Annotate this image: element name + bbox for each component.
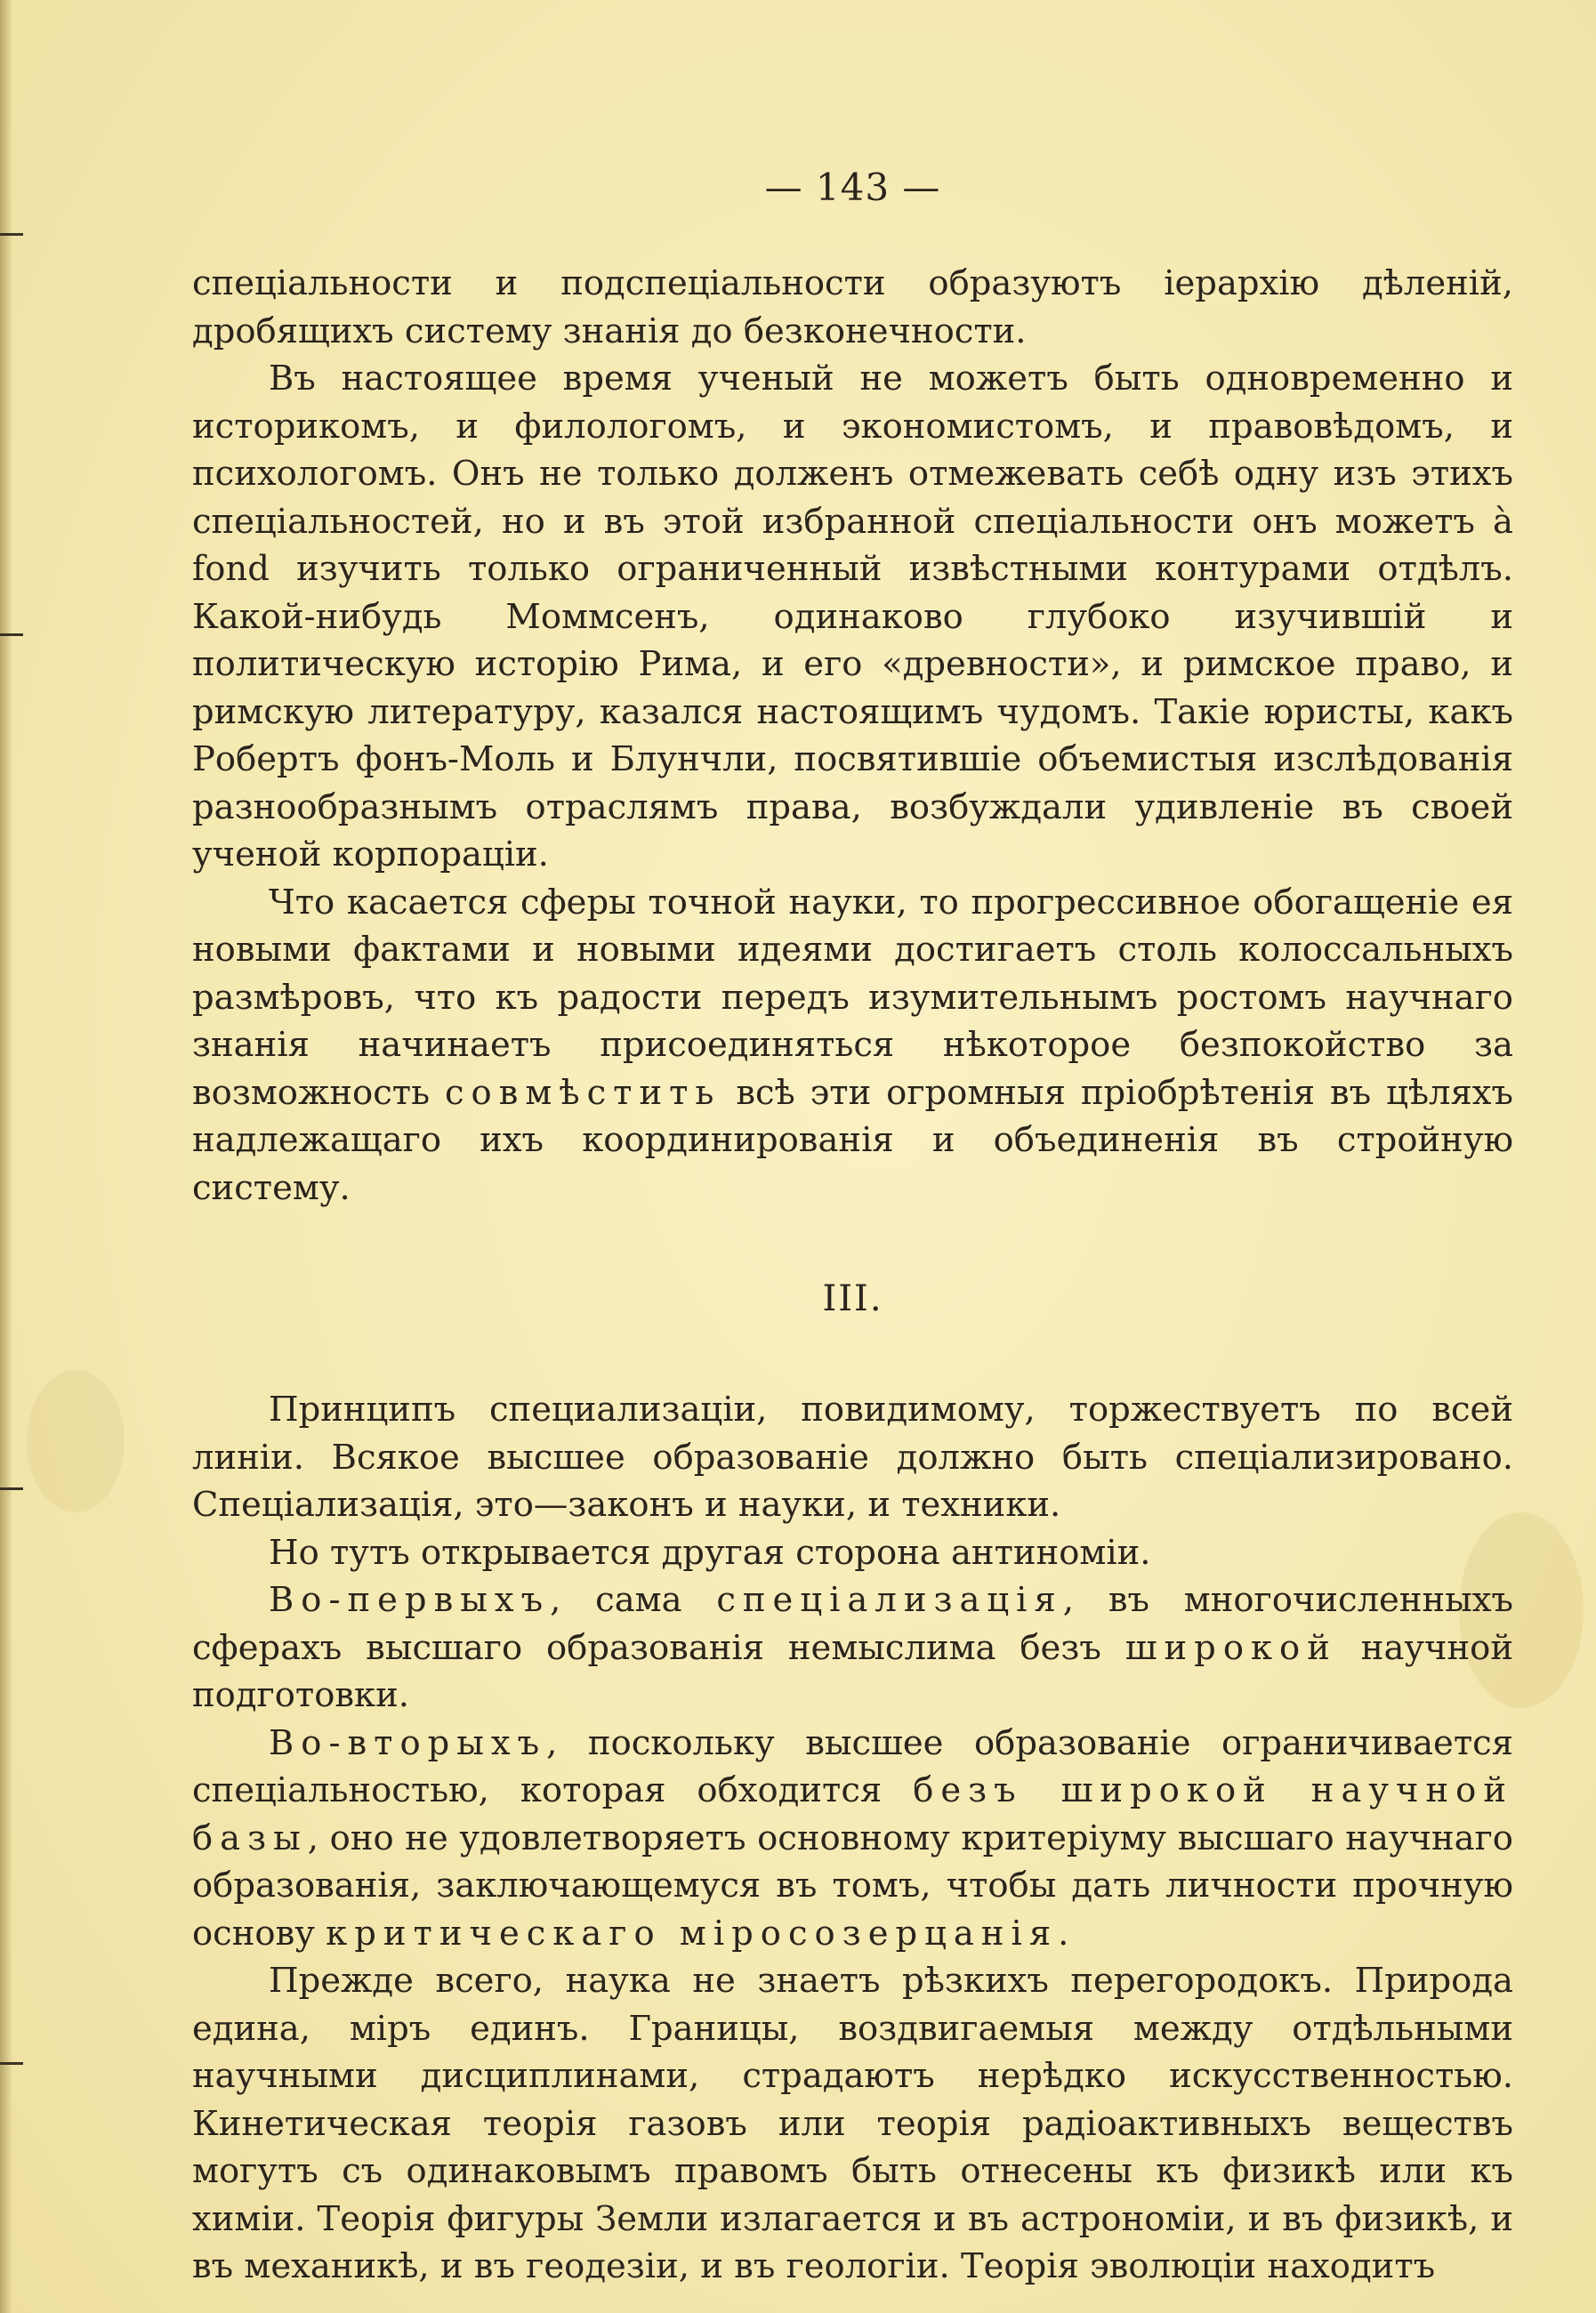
emphasized-word: широкой [1124,1627,1337,1668]
binding-mark [0,633,23,636]
page-binding-edge [0,0,12,2313]
emphasized-word: критическаго міросозерцанія [326,1913,1059,1954]
paragraph: Принципъ специализаціи, повидимому, торжествуетъ по всей линіи. Всякое высшее образованіе должно быть спеціализировано. Спеціализація, это—законъ и науки, и техники. [192,1390,1513,1525]
emphasized-word: совмѣстить [445,1072,721,1113]
page-number: — 143 — [764,165,941,209]
paragraph: Во-первыхъ, сама спеціализація, въ многочисленныхъ сферахъ высшаго образованія немыслима безъ широкой научной подготовки. [192,1580,1513,1715]
emphasized-word: Во-вторыхъ [269,1722,547,1763]
emphasized-word: Во-первыхъ [269,1580,551,1620]
emphasized-word: спеціализація [716,1580,1063,1620]
section-heading: III. [822,1278,883,1319]
text-block-2 [192,1386,1513,2291]
book-page [192,165,1514,2291]
binding-mark [0,1487,23,1490]
paragraph: Во-вторыхъ, поскольку высшее образованіе ограничивается спеціальностью, которая обходится безъ широкой научной базы, оно не удовлетворяетъ основному критеріуму высшаго научнаго образованія, заключающемуся въ томъ, чтобы дать личности прочную основу критическаго міросозерцанія. [192,1722,1514,1954]
paragraph: спеціальности и подспеціальности образуютъ іерархію дѣленій, дробящихъ систему знанія до безконечности. [192,263,1513,351]
binding-mark [0,233,23,236]
paragraph: Въ настоящее время ученый не можетъ быть одновременно и историкомъ, и филологомъ, и экономистомъ, и правовѣдомъ, и психологомъ. Онъ не только долженъ отмежевать себѣ одну изъ этихъ спеціальностей, но и въ этой избранной спеціальности онъ можетъ à fond изучить только ограниченный извѣстными контурами отдѣлъ. Какой-нибудь Моммсенъ, одинаково глубоко изучившій и политическую исторію Рима, и его «древности», и римское право, и римскую литературу, казался настоящимъ чудомъ. Такіе юристы, какъ Робертъ фонъ-Моль и Блунчли, посвятившіе объемистыя изслѣдованія разнообразнымъ отраслямъ права, возбуждали удивленіе въ своей ученой корпораціи. [192,359,1513,874]
paragraph: Что касается сферы точной науки, то прогрессивное обогащеніе ея новыми фактами и новыми идеями достигаетъ столь колоссальныхъ размѣровъ, что къ радости передъ изумительнымъ ростомъ научнаго знанія начинаетъ присоединяться нѣкоторое безпокойство за возможность совмѣстить всѣ эти огромныя пріобрѣтенія въ цѣляхъ надлежащаго ихъ координированія и объединенія въ стройную систему. [192,882,1513,1208]
text-block-1 [192,260,1513,1212]
emphasized-word: безъ широкой научной базы [192,1770,1514,1858]
paper-stain [27,1370,125,1512]
paragraph: Прежде всего, наука не знаетъ рѣзкихъ перегородокъ. Природа едина, міръ единъ. Границы, воздвигаемыя между отдѣльными научными дисциплинами, страдаютъ нерѣдко искусственностью. Кинетическая теорія газовъ или теорія радіоактивныхъ веществъ могутъ съ одинаковымъ правомъ быть отнесены къ физикѣ или къ химіи. Теорія фигуры Земли излагается и въ астрономіи, и въ физикѣ, и въ механикѣ, и въ геодезіи, и въ геологіи. Теорія эволюціи находитъ [192,1961,1513,2286]
paragraph: Но тутъ открывается другая сторона антиноміи. [269,1532,1151,1573]
binding-mark [0,2062,23,2065]
